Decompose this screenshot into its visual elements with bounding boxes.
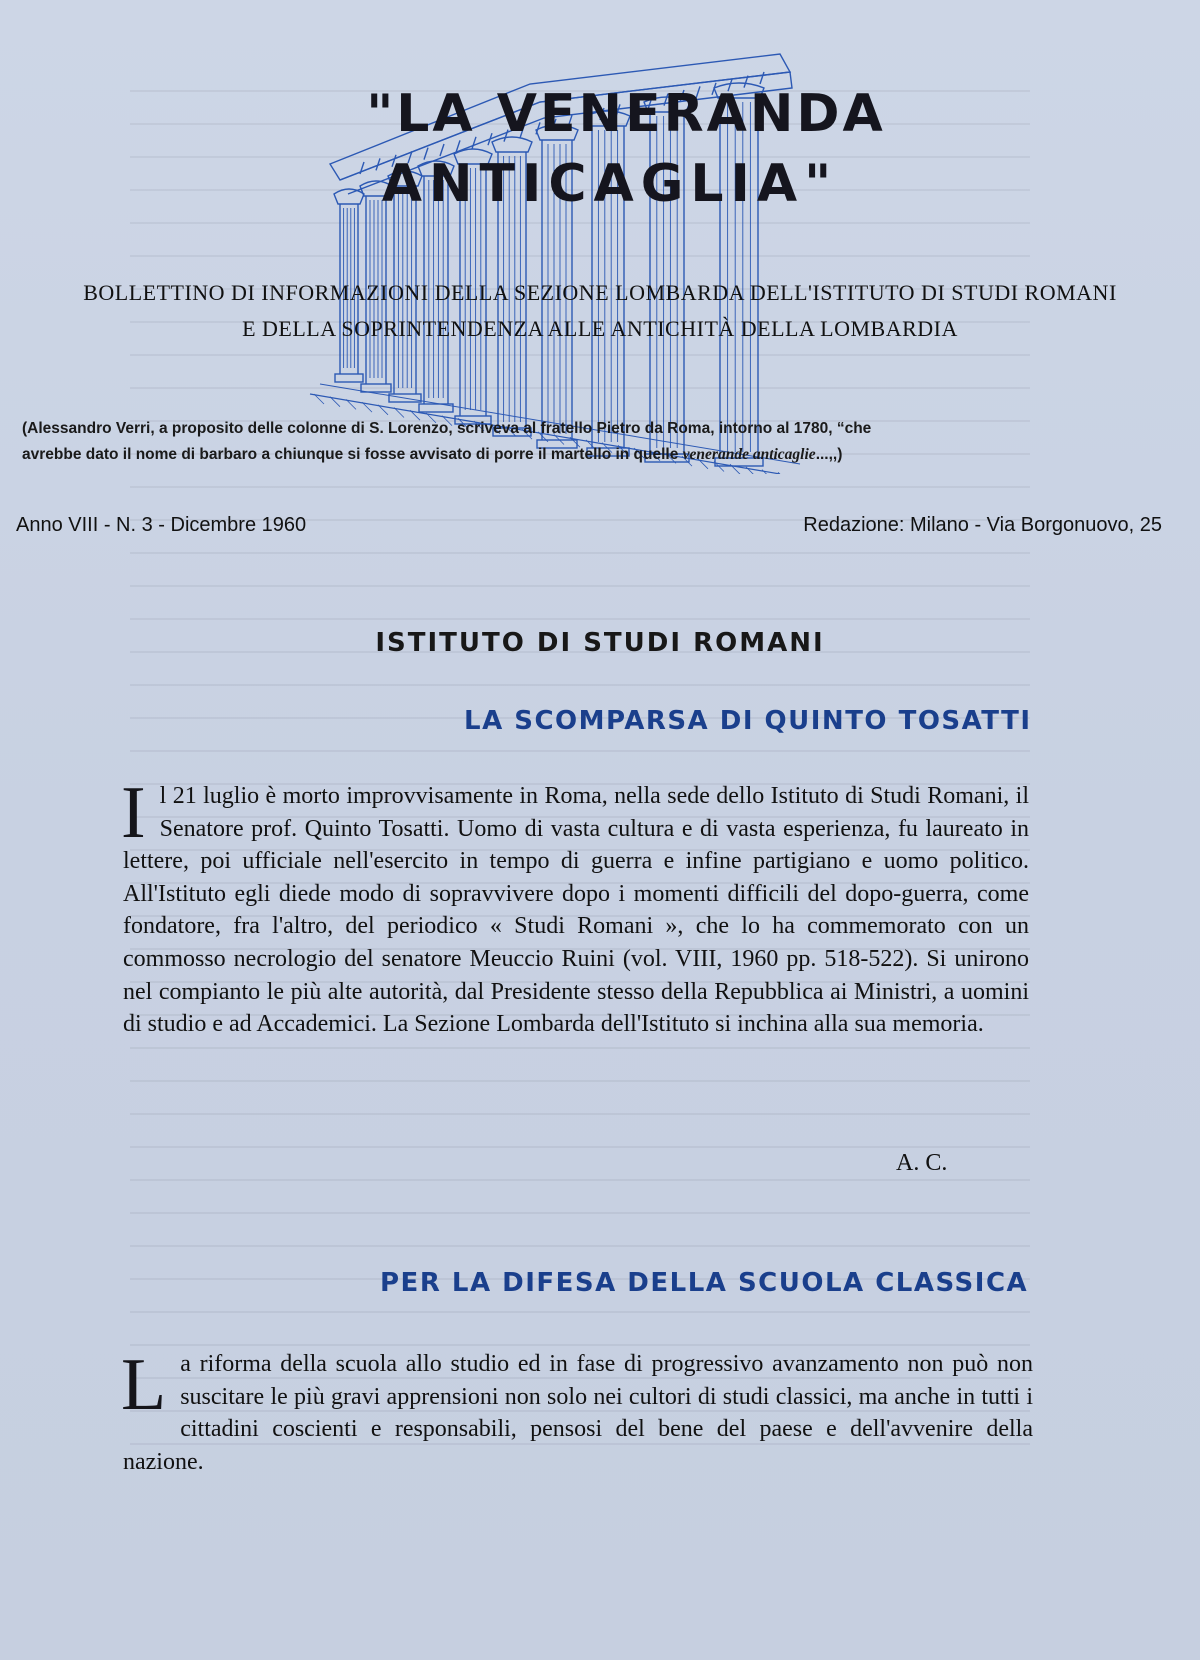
verri-quote-line2 bbox=[22, 442, 1162, 468]
masthead-title-line1: "LA VENERANDA bbox=[366, 84, 886, 144]
article1-text: l 21 luglio è morto improvvisamente in Roma, nella sede dello Istituto di Studi Romani, il Senatore prof. Quinto Tosatti. Uomo di vasta cultura e di vasta esperienza, fu laureato in lettere, poi ufficiale nell'esercito in tempo di guerra e infine partigiano e uomo politico. All'Istituto egli diede modo di sopravvivere dopo i momenti difficili del dopo-guerra, come fondatore, fra l'altro, del periodico « Studi Romani », che lo ha commemorato con un commosso necrologio del senatore Meuccio Ruini (vol. VIII, 1960 pp. 518-522). Si unirono nel compianto le più alte autorità, dal Presidente stesso della Repubblica ai Ministri, a uomini di studio e ad Accademici. La Sezione Lombarda dell'Istituto si inchina alla sua memoria. bbox=[123, 783, 1029, 1038]
article2-text: a riforma della scuola allo studio ed in fase di progressivo avanzamento non può non suscitare le più gravi apprensioni non solo nei cultori di studi classici, ma anche in tutti i cittadini coscienti e responsabili, pensosi del bene del paese e dell'avvenire della nazione. bbox=[123, 1351, 1033, 1475]
article1-body bbox=[121, 772, 1029, 1041]
masthead-title-line2: ANTICAGLIA" bbox=[381, 154, 839, 214]
verri-quote-line2-start: avrebbe dato il nome di barbaro a chiunque si fosse avvisato di porre il martello in quelle bbox=[22, 446, 683, 463]
article1-title: LA SCOMPARSA DI QUINTO TOSATTI bbox=[464, 706, 1032, 736]
editorial-address: Redazione: Milano - Via Borgonuovo, 25 bbox=[803, 514, 1162, 536]
article2-title: PER LA DIFESA DELLA SCUOLA CLASSICA bbox=[380, 1268, 1029, 1298]
article1-dropcap: I bbox=[121, 772, 146, 854]
masthead-subtitle-line2: E DELLA SOPRINTENDENZA ALLE ANTICHITÀ DELLA LOMBARDIA bbox=[242, 316, 958, 341]
verri-quote-line2-end: ...,,) bbox=[815, 446, 843, 463]
article1-signature: A. C. bbox=[896, 1150, 948, 1176]
verri-quote-italic: venerande anticaglie bbox=[682, 446, 816, 463]
verri-quote-line1: (Alessandro Verri, a proposito delle colonne di S. Lorenzo, scriveva al fratello Pietro da Roma, intorno al 1780, “che bbox=[22, 420, 872, 437]
issue-info: Anno VIII - N. 3 - Dicembre 1960 bbox=[16, 514, 307, 536]
section-heading: ISTITUTO DI STUDI ROMANI bbox=[375, 628, 825, 658]
masthead-subtitle-line1: BOLLETTINO DI INFORMAZIONI DELLA SEZIONE LOMBARDA DELL'ISTITUTO DI STUDI ROMANI bbox=[83, 280, 1117, 305]
article2-body bbox=[121, 1344, 1033, 1478]
article2-dropcap: L bbox=[121, 1344, 167, 1426]
